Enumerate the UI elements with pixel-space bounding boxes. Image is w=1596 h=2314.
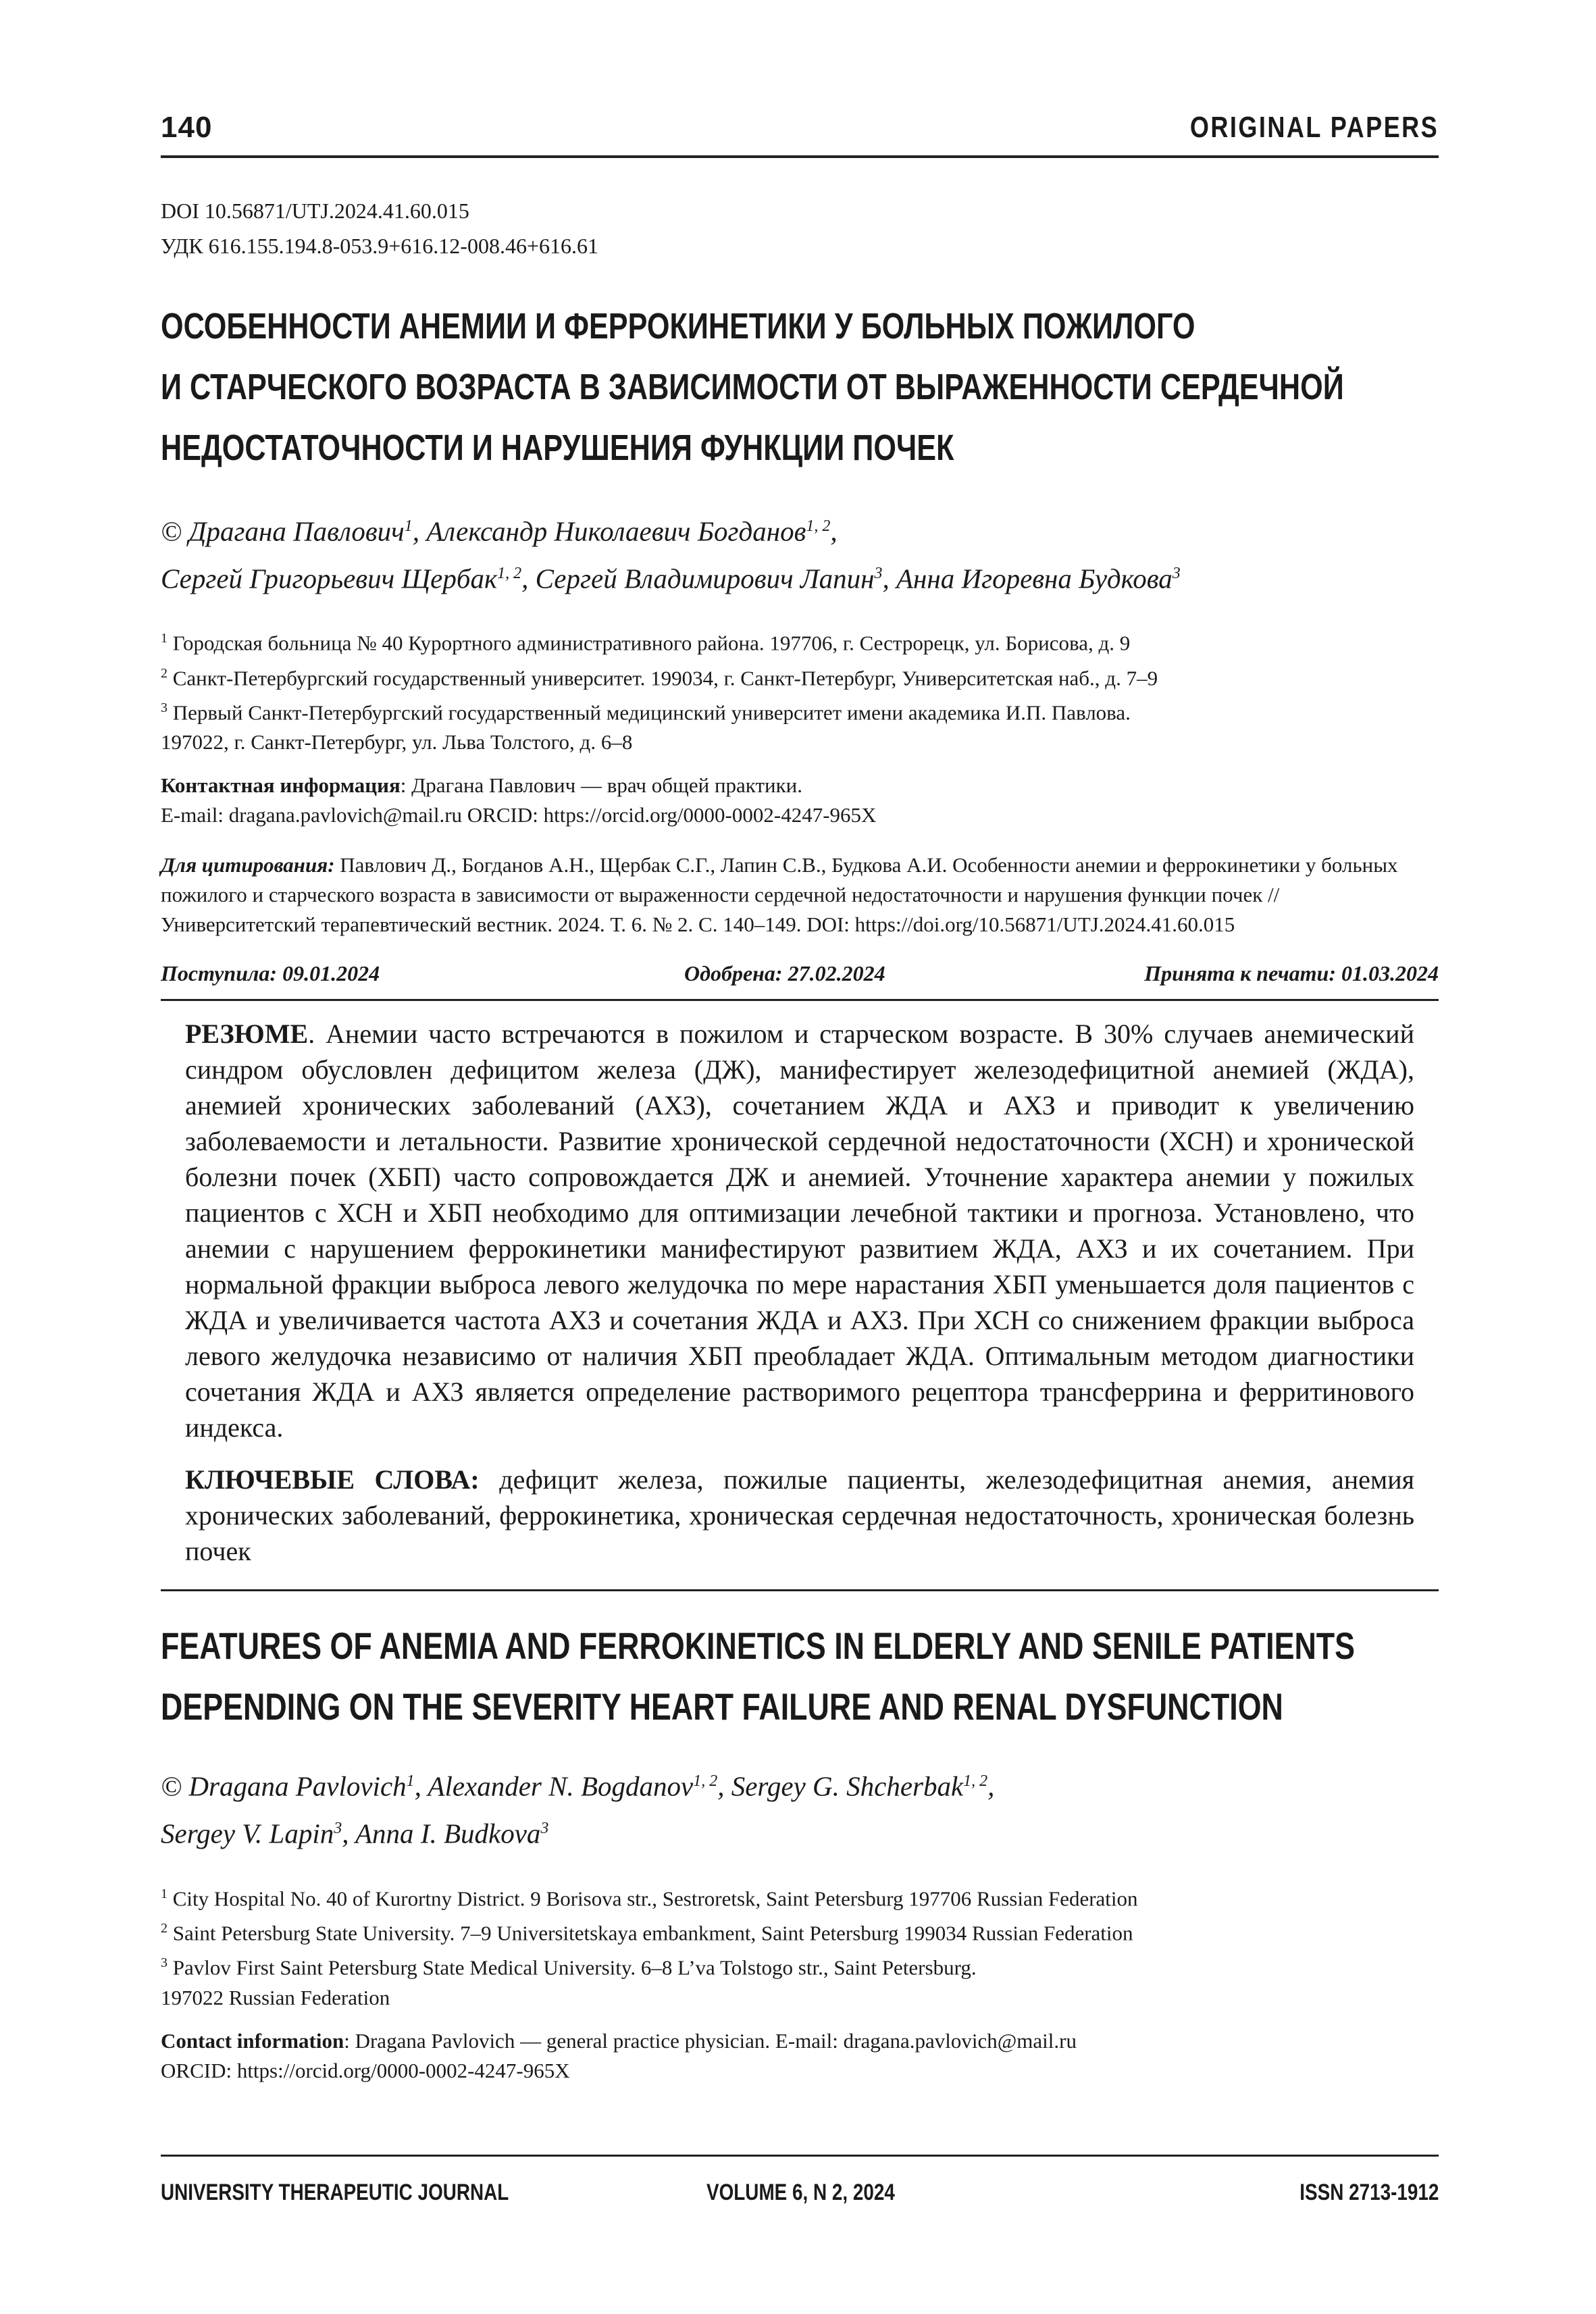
date-approved: Одобрена: 27.02.2024 bbox=[684, 961, 885, 986]
running-header bbox=[161, 101, 1439, 158]
author-en-3: Sergey G. Shcherbak bbox=[731, 1770, 964, 1802]
author-en-1: Dragana Pavlovich bbox=[188, 1770, 407, 1802]
doi: DOI 10.56871/UTJ.2024.41.60.015 bbox=[161, 199, 469, 223]
affiliation-en-item: $^2$ Saint Petersburg State University. 7–9 Universitetskaya embankment, Saint Petersburg 199034 Russian Federation bbox=[161, 1920, 1133, 1945]
contact-en-label: Contact information bbox=[161, 2028, 344, 2053]
contact-email: E-mail: dragana.pavlovich@mail.ru ORCID: https://orcid.org/0000-0002-4247-965X bbox=[161, 803, 877, 827]
title-ru-line: НЕДОСТАТОЧНОСТИ И НАРУШЕНИЯ ФУНКЦИИ ПОЧЕК bbox=[161, 428, 954, 468]
affiliation-item-cont: 197022, г. Санкт-Петербург, ул. Льва Толстого, д. 6–8 bbox=[161, 730, 633, 754]
footer-issn: ISSN 2713-1912 bbox=[1299, 2180, 1439, 2205]
affiliation-en-item: $^3$ Pavlov First Saint Petersburg State Medical University. 6–8 L’va Tolstogo str., Saint Petersburg. bbox=[161, 1955, 977, 1980]
author-2: Александр Николаевич Богданов bbox=[426, 515, 806, 547]
citation-text: Павлович Д., Богданов А.Н., Щербак С.Г., Лапин С.В., Будкова А.И. Особенности анемии и феррокинетики у больных пожилого и старческого возраста в зависимости от выраженности сердечной недостаточности и нарушения функции почек // Университетский терапевтический вестник. 2024. Т. 6. № 2. С. 140–149. DOI: https://doi.org/10.56871/UTJ.2024.41.60.015 bbox=[161, 853, 1398, 937]
authors-en-line1: © Dragana Pavlovich$^1$, Alexander N. Bogdanov$^{1, 2}$, Sergey G. Shcherbak$^{1, 2}$, bbox=[161, 1770, 995, 1802]
section-label: ORIGINAL PAPERS bbox=[1189, 111, 1439, 144]
contact-en-orcid: ORCID: https://orcid.org/0000-0002-4247-965X bbox=[161, 2058, 570, 2082]
abstract-ru bbox=[185, 1016, 1414, 1445]
author-1: Драгана Павлович bbox=[188, 515, 405, 547]
title-en-line: FEATURES OF ANEMIA AND FERROKINETICS IN ELDERLY AND SENILE PATIENTS bbox=[161, 1624, 1356, 1668]
copyright-symbol: © bbox=[161, 515, 182, 547]
footer-volume: VOLUME 6, N 2, 2024 bbox=[706, 2180, 895, 2205]
author-5-affil: 3 bbox=[1172, 564, 1181, 582]
abstract-label: РЕЗЮМЕ bbox=[185, 1019, 309, 1050]
affiliation-en-item-cont: 197022 Russian Federation bbox=[161, 1985, 390, 2009]
affiliation-item: $^3$ Первый Санкт-Петербургский государственный медицинский университет имени академика И.П. Павлова. bbox=[161, 700, 1131, 725]
authors-ru-line2: Сергей Григорьевич Щербак$^{1, 2}$, Сергей Владимирович Лапин$^3$, Анна Игоревна Будкова$^3$ bbox=[161, 563, 1181, 594]
affiliation-en-item: $^1$ City Hospital No. 40 of Kurortny District. 9 Borisova str., Sestroretsk, Saint Petersburg 197706 Russian Federation bbox=[161, 1886, 1138, 1910]
article-meta bbox=[161, 193, 1439, 263]
article-page bbox=[161, 101, 1439, 2086]
authors-ru-line1: © Драгана Павлович$^1$, Александр Николаевич Богданов$^{1, 2}$, bbox=[161, 515, 838, 547]
title-en bbox=[161, 1616, 1439, 1737]
author-4: Сергей Владимирович Лапин bbox=[535, 563, 875, 594]
section-divider bbox=[161, 1589, 1439, 1591]
author-5: Анна Игоревна Будкова bbox=[896, 563, 1173, 594]
page-number: 140 bbox=[161, 111, 213, 144]
keywords-label: КЛЮЧЕВЫЕ СЛОВА: bbox=[185, 1464, 480, 1495]
footer-journal: UNIVERSITY THERAPEUTIC JOURNAL bbox=[161, 2180, 509, 2205]
date-received: Поступила: 09.01.2024 bbox=[161, 961, 380, 986]
running-footer bbox=[161, 2155, 1439, 2205]
affiliation-item: $^2$ Санкт-Петербургский государственный университет. 199034, г. Санкт-Петербург, Университетская наб., д. 7–9 bbox=[161, 665, 1158, 690]
contact-en-text: : Dragana Pavlovich — general practice physician. E-mail: dragana.pavlovich@mail.ru bbox=[344, 2028, 1077, 2053]
title-ru bbox=[161, 296, 1439, 478]
author-en-4: Sergey V. Lapin bbox=[161, 1818, 334, 1849]
author-4-affil: 3 bbox=[874, 564, 883, 582]
title-ru-line: И СТАРЧЕСКОГО ВОЗРАСТА В ЗАВИСИМОСТИ ОТ ВЫРАЖЕННОСТИ СЕРДЕЧНОЙ bbox=[161, 367, 1344, 407]
contact-label: Контактная информация bbox=[161, 773, 401, 798]
author-en-2: Alexander N. Bogdanov bbox=[428, 1770, 694, 1802]
authors-en-line2: Sergey V. Lapin$^3$, Anna I. Budkova$^3$ bbox=[161, 1818, 549, 1849]
authors-ru bbox=[161, 505, 1439, 599]
contact-text: : Драгана Павлович — врач общей практики. bbox=[400, 773, 803, 798]
author-1-affil: 1 bbox=[404, 517, 413, 535]
keywords-text: дефицит железа, пожилые пациенты, железодефицитная анемия, анемия хронических заболеваний, феррокинетика, хроническая сердечная недостаточность, хроническая болезнь почек bbox=[185, 1464, 1415, 1567]
contact-ru bbox=[161, 771, 1439, 830]
author-3-affil: 1, 2 bbox=[497, 564, 522, 582]
contact-en bbox=[161, 2026, 1439, 2086]
udc: УДК 616.155.194.8-053.9+616.12-008.46+616.61 bbox=[161, 234, 598, 258]
title-en-line: DEPENDING ON THE SEVERITY HEART FAILURE AND RENAL DYSFUNCTION bbox=[161, 1685, 1283, 1728]
title-ru-line: ОСОБЕННОСТИ АНЕМИИ И ФЕРРОКИНЕТИКИ У БОЛЬНЫХ ПОЖИЛОГО bbox=[161, 306, 1195, 346]
citation-ru bbox=[161, 850, 1439, 940]
affiliations-en bbox=[161, 1879, 1439, 2013]
authors-en bbox=[161, 1760, 1439, 1854]
citation-label: Для цитирования: bbox=[161, 853, 335, 877]
author-3: Сергей Григорьевич Щербак bbox=[161, 563, 498, 594]
author-en-5: Anna I. Budkova bbox=[355, 1818, 541, 1849]
author-2-affil: 1, 2 bbox=[806, 517, 831, 535]
date-accepted: Принята к печати: 01.03.2024 bbox=[1144, 961, 1439, 986]
article-dates bbox=[161, 961, 1439, 1001]
abstract-text: . Анемии часто встречаются в пожилом и старческом возрасте. В 30% случаев анемический синдром обусловлен дефицитом железа (ДЖ), манифестирует железодефицитной анемией (ЖДА), анемией хронических заболеваний (АХЗ), сочетанием ЖДА и АХЗ и приводит к увеличению заболеваемости и летальности. Развитие хронической сердечной недостаточности (ХСН) и хронической болезни почек (ХБП) часто сопровождается ДЖ и анемией. Уточнение характера анемии у пожилых пациентов с ХСН и ХБП необходимо для оптимизации лечебной тактики и прогноза. Установлено, что анемии с нарушением феррокинетики манифестируют развитием ЖДА, АХЗ и их сочетанием. При нормальной фракции выброса левого желудочка по мере нарастания ХБП уменьшается доля пациентов с ЖДА и увеличивается частота АХЗ и сочетания ЖДА и АХЗ. При ХСН со снижением фракции выброса левого желудочка независимо от наличия ХБП преобладает ЖДА. Оптимальным методом диагностики сочетания ЖДА и АХЗ является определение растворимого рецептора трансферрина и ферритинового индекса. bbox=[185, 1019, 1414, 1443]
affiliation-item: $^1$ Городская больница № 40 Курортного административного района. 197706, г. Сестрорецк, ул. Борисова, д. 9 bbox=[161, 631, 1131, 655]
keywords-ru bbox=[185, 1462, 1414, 1569]
affiliations-ru bbox=[161, 623, 1439, 757]
